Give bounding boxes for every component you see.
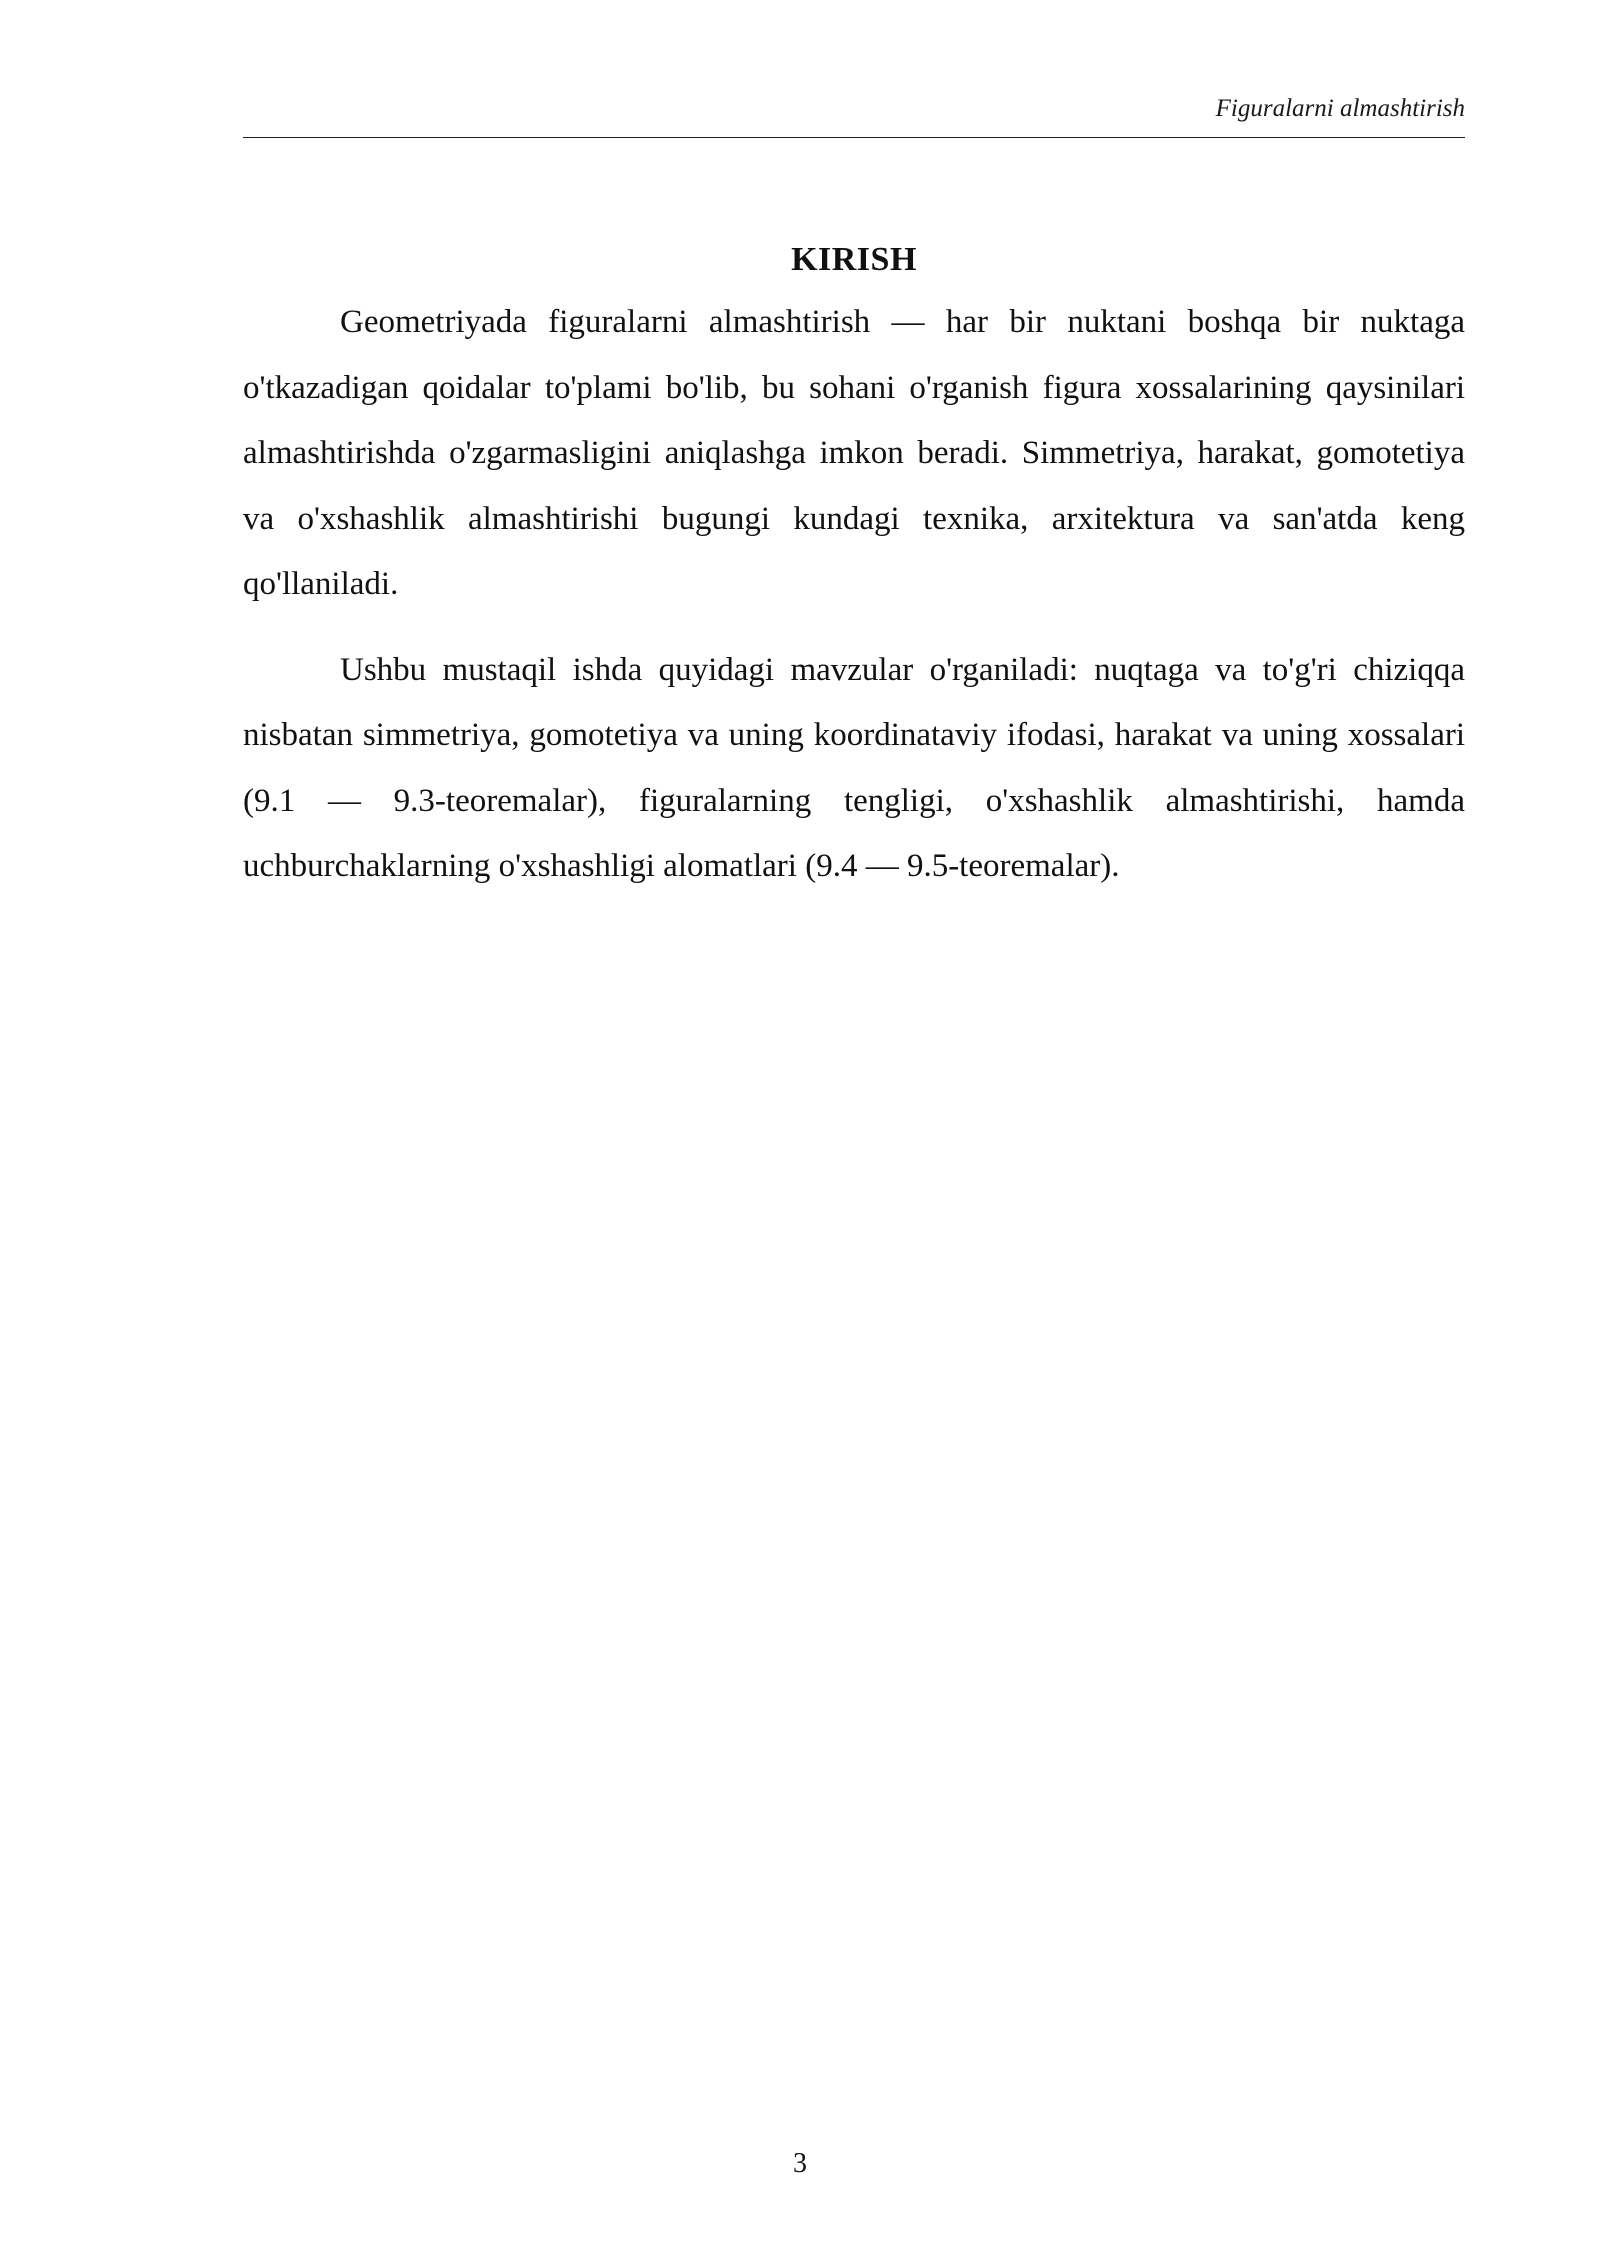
page-number: 3	[793, 2148, 807, 2179]
section-body	[243, 240, 1465, 920]
paragraph-introduction: Geometriyada figuralarni almashtirish — har bir nuktani boshqa bir nuktaga o'tkazadigan qoidalar to'plami bo'lib, bu sohani o'rganish figura xossalarining qaysinilari almashtirishda o'zgarmasligini aniqlashga imkon beradi. Simmetriya, harakat, gomotetiya va o'xshashlik almashtirishi bugungi kundagi texnika, arxitektura va san'atda keng qo'llaniladi.	[243, 304, 1465, 602]
running-header	[243, 94, 1465, 138]
paragraph-topics: Ushbu mustaqil ishda quyidagi mavzular o'rganiladi: nuqtaga va to'g'ri chiziqqa nisbatan simmetriya, gomotetiya va uning koordinataviy ifodasi, harakat va uning xossalari (9.1 — 9.3-teoremalar), figuralarning tengligi, o'xshashlik almashtirishi, hamda uchburchaklarning o'xshashligi alomatlari (9.4 — 9.5-teoremalar).	[243, 651, 1465, 884]
running-header-title: Figuralarni almashtirish	[1215, 95, 1465, 122]
section-title: KIRISH	[791, 241, 917, 278]
